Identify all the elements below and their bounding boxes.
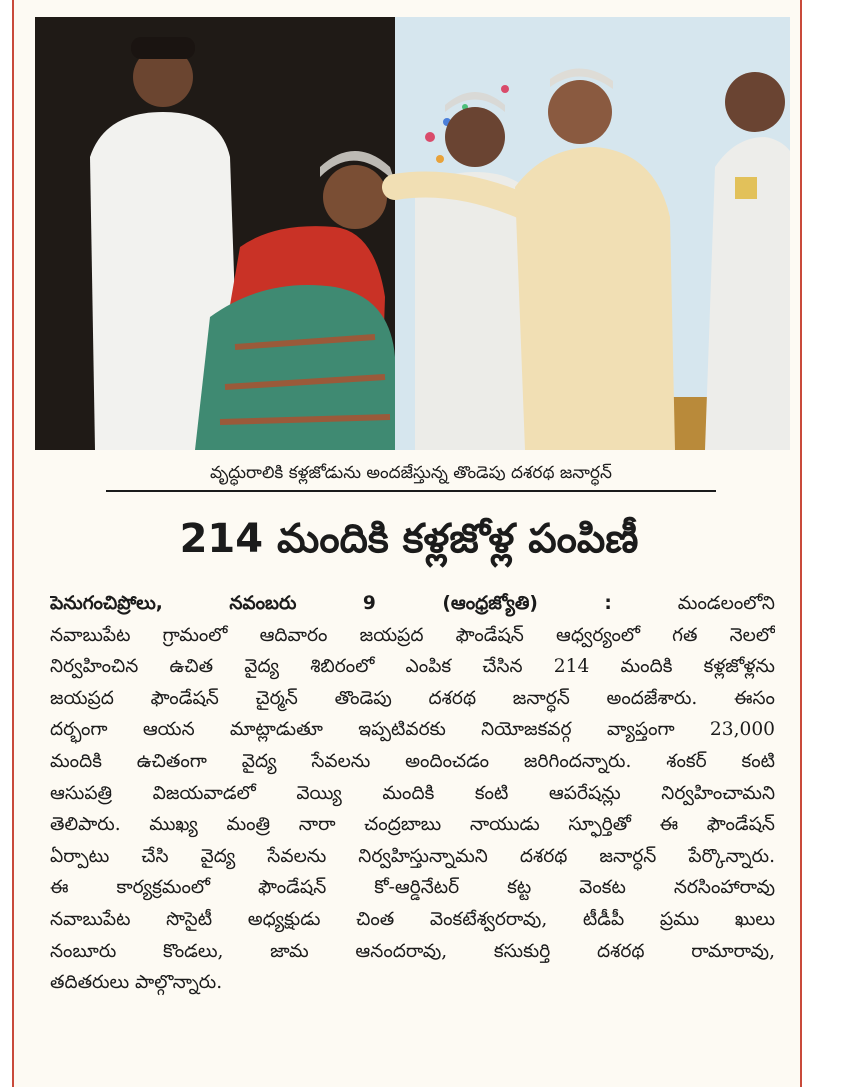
article-line: నవాబుపేట సొసైటీ అధ్యక్షుడు చింత వెంకటేశ్వరరావు, టీడీపీ ప్రము ఖులు <box>50 908 775 930</box>
article-line: ఆసుపత్రి విజయవాడలో వెయ్యి మందికి కంటి ఆపరేషన్లు నిర్వహించామని <box>50 782 775 804</box>
article-line: దర్భంగా ఆయన మాట్లాడుతూ ఇప్పటివరకు నియోజకవర్గ వ్యాప్తంగా 23,000 <box>50 719 775 741</box>
photo-caption: వృద్ధురాలికి కళ్లజోడును అందజేస్తున్న తొండెపు దశరథ జనార్ధన్ <box>106 462 716 492</box>
article-line: ఈ కార్యక్రమంలో ఫౌండేషన్ కో-ఆర్డినేటర్ కట్ట వెంకట నరసింహారావు <box>50 877 775 899</box>
article-line: నిర్వహించిన ఉచిత వైద్య శిబిరంలో ఎంపిక చేసిన 214 మందికి కళ్లజోళ్లను <box>50 656 775 678</box>
article-line: నవాబుపేట గ్రామంలో ఆదివారం జయప్రద ఫౌండేషన్ ఆధ్వర్యంలో గత నెలలో <box>50 624 775 646</box>
article-body <box>50 588 775 999</box>
article-line: ఏర్పాటు చేసి వైద్య సేవలను నిర్వహిస్తున్నామని దశరథ జనార్ధన్ పేర్కొన్నారు. <box>50 845 775 867</box>
news-clipping <box>12 0 802 1087</box>
dateline: పెనుగంచిప్రోలు, నవంబరు 9 (ఆంధ్రజ్యోతి) : <box>50 593 612 614</box>
article-line: తెలిపారు. ముఖ్య మంత్రి నారా చంద్రబాబు నాయుడు స్ఫూర్తితో ఈ ఫౌండేషన్ <box>50 814 775 836</box>
news-photo <box>35 17 790 450</box>
headline: 214 మందికి కళ్లజోళ్ల పంపిణీ <box>179 516 639 562</box>
article-line: తదితరులు పాల్గొన్నారు. <box>50 972 223 994</box>
article-line: జయప్రద ఫౌండేషన్ చైర్మన్ తొండెపు దశరథ జనార్ధన్ అందజేశారు. ఈసం <box>50 687 775 709</box>
photo-illustration <box>35 17 790 450</box>
article-line: నంబూరు కొండలు, జామ ఆనందరావు, కసుకుర్తి దశరథ రామారావు, <box>50 940 775 962</box>
article-text: మండలంలోని <box>677 593 775 614</box>
article-line: మందికి ఉచితంగా వైద్య సేవలను అందించడం జరిగిందన్నారు. శంకర్ కంటి <box>50 750 775 772</box>
article-line <box>50 588 775 620</box>
